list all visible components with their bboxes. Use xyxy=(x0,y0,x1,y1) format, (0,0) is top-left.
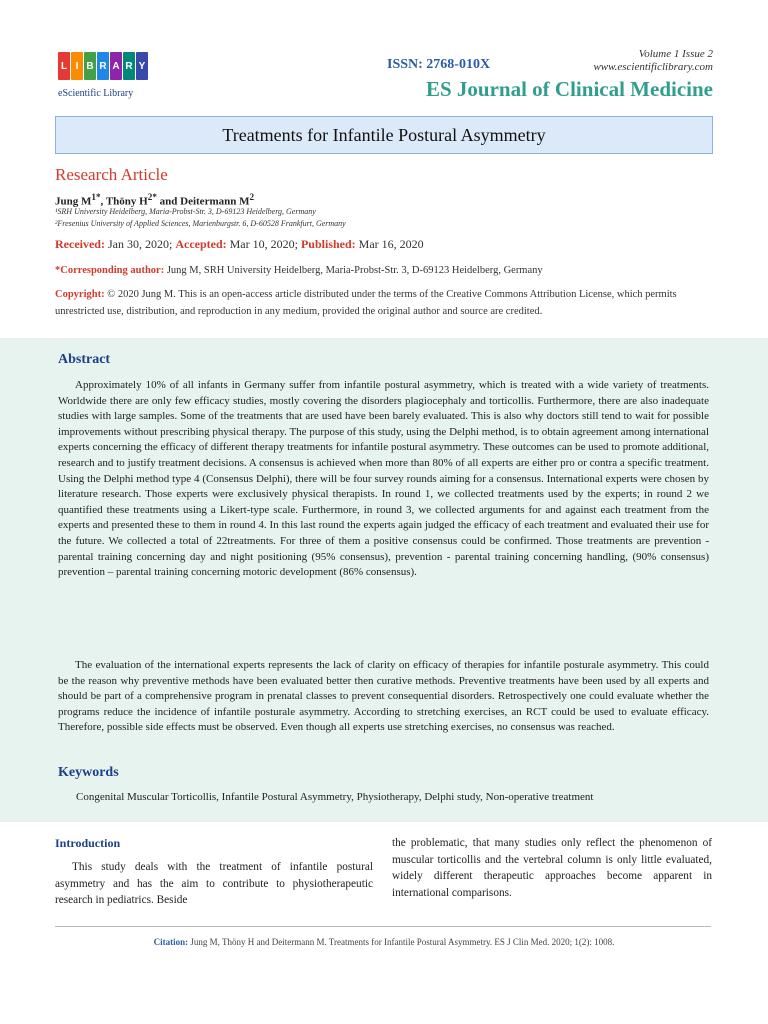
issn: ISSN: 2768-010X xyxy=(387,57,491,72)
affiliation-2: ²Fresenius University of Applied Sciences, Marienburgstr. 6, D-60528 Frankfurt, Germany xyxy=(55,219,346,228)
logo-letter: L xyxy=(58,52,70,80)
logo-letter: B xyxy=(84,52,96,80)
article-title-box xyxy=(55,116,713,154)
corresponding-label: *Corresponding author: xyxy=(55,265,165,276)
published-date: Mar 16, 2020 xyxy=(358,237,424,251)
citation-text: Jung M, Thöny H and Deitermann M. Treatments for Infantile Postural Asymmetry. ES J Clin Med. 2020; 1(2): 1008. xyxy=(190,937,615,947)
author-2: Thöny H xyxy=(105,195,148,208)
article-type: Research Article xyxy=(55,165,168,184)
published-label: Published: xyxy=(300,237,356,251)
keywords-heading: Keywords xyxy=(58,765,119,780)
volume-issue: Volume 1 Issue 2 xyxy=(638,48,713,60)
author-1: Jung M xyxy=(55,195,92,208)
copyright-text: © 2020 Jung M. This is an open-access article distributed under the terms of the Creative Commons Attribution License, which permits unrestricted use, distribution, and reproduction in any medium, provided the original author and source are credited. xyxy=(55,289,677,317)
logo-letter: Y xyxy=(136,52,148,80)
copyright-notice xyxy=(55,286,711,320)
author-3-sup: 2 xyxy=(249,192,255,202)
received-label: Received: xyxy=(55,237,105,251)
logo-subtitle: eScientific Library xyxy=(58,88,134,99)
article-title: Treatments for Infantile Postural Asymmetry xyxy=(222,124,546,145)
logo-letter: R xyxy=(123,52,135,80)
abstract-paragraph-1: Approximately 10% of all infants in Germany suffer from infantile postural asymmetry, which is treated with a wide variety of treatments. Worldwide there are only few efficacy studies, mostly covering the disorders plagiocephaly and torticollis. Furthermore, there are also inadequate studies with large samples. Some of the treatments that are used have been barely evaluated. This is also why doctors still tend to wait for possible improvements without prescribing physical therapy. The purpose of this study, using the Delphi method, is to obtain agreement among international experts concerning the efficacy of different therapy treatments for infantile postural asymmetry. These outcomes can be used to promote additional, research and to justify treatment decisions. A consensus is achieved when more than 80% of all experts are either pro or contra a specific treatment. Using the Delphi method type 4 (Consensus Delphi), there will be four survey rounds aiming for a consensus. International experts were chosen by literature research. Those experts were exclusively physical therapists. In round 1, we collected treatments used by the experts; in round 2 we quantified these treatments using a Likert-type scale. Furthermore, in round 3, we collected arguments for and against each treatment from the experts and presented these to them in round 4. In this last round the experts again judged the efficacy of each treatment and evaluated their use for the future. We collected a total of 22treatments. For three of them a positive consensus could be confirmed. Those treatments are prevention - parental training concerning day and night positioning (95% consensus), prevention - parental training concerning handling, (90% consensus) prevention – parental training concerning motoric development (86% consensus). xyxy=(58,379,709,579)
logo-letter: A xyxy=(110,52,122,80)
corresponding-text: Jung M, SRH University Heidelberg, Maria-Probst-Str. 3, D-69123 Heidelberg, Germany xyxy=(166,265,543,276)
citation-label: Citation: xyxy=(153,937,189,947)
author-1-sup: 1* xyxy=(91,192,101,202)
corresponding-author xyxy=(55,265,543,276)
logo-letter: I xyxy=(71,52,83,80)
author-2-sup: 2* xyxy=(147,192,157,202)
article-dates xyxy=(55,237,424,252)
copyright-label: Copyright: xyxy=(55,289,105,300)
logo-letter: R xyxy=(97,52,109,80)
logo-blocks xyxy=(58,52,158,80)
accepted-label: Accepted: xyxy=(175,237,227,251)
introduction-heading: Introduction xyxy=(55,836,121,850)
affiliation-1: ¹SRH University Heidelberg, Maria-Probst-Str. 3, D-69123 Heidelberg, Germany xyxy=(55,207,316,216)
received-date: Jan 30, 2020; xyxy=(107,237,173,251)
introduction-column-1: This study deals with the treatment of infantile postural asymmetry and has the aim to contribute to physiotherapeutic research in pediatrics. Beside xyxy=(55,861,373,906)
introduction-column-2: the problematic, that many studies only reflect the phenomenon of muscular torticollis and the vertebral column is only little evaluated, widely different therapeutic approaches become apparent in international comparisons. xyxy=(392,837,712,899)
citation xyxy=(0,937,768,947)
journal-logo xyxy=(58,52,158,110)
footer-divider xyxy=(55,926,711,927)
volume-info xyxy=(593,48,713,74)
accepted-date: Mar 10, 2020; xyxy=(229,237,298,251)
website-link[interactable]: www.escientificlibrary.com xyxy=(593,61,713,73)
abstract-heading: Abstract xyxy=(58,352,111,367)
keywords-text: Congenital Muscular Torticollis, Infantile Postural Asymmetry, Physiotherapy, Delphi study, Non-operative treatment xyxy=(76,791,594,803)
journal-name: ES Journal of Clinical Medicine xyxy=(425,77,713,101)
author-3: Deitermann M xyxy=(180,195,250,208)
abstract-paragraph-2: The evaluation of the international experts represents the lack of clarity on efficacy of therapies for infantile posturale asymmetry. This could be the reason why preventive methods have been evaluated better then curative methods. Preventive treatments have been used by all experts and should be part of a comprehensive program in prenatal classes to prevent consequential disorders. Retrospectively one could evaluate whether the programs reduce the incidence of infantile posturale asymmetry. According to stretching exercises, an RCT could be used to evaluate efficacy. Therefore, possible side effects must be observed. Even though all experts use stretching exercises, no consensus was reached. xyxy=(58,659,709,734)
author-list: Jung $M^{1*}$, Thöny $H^{2*}$ and Deitermann $M^2$ xyxy=(55,192,255,208)
